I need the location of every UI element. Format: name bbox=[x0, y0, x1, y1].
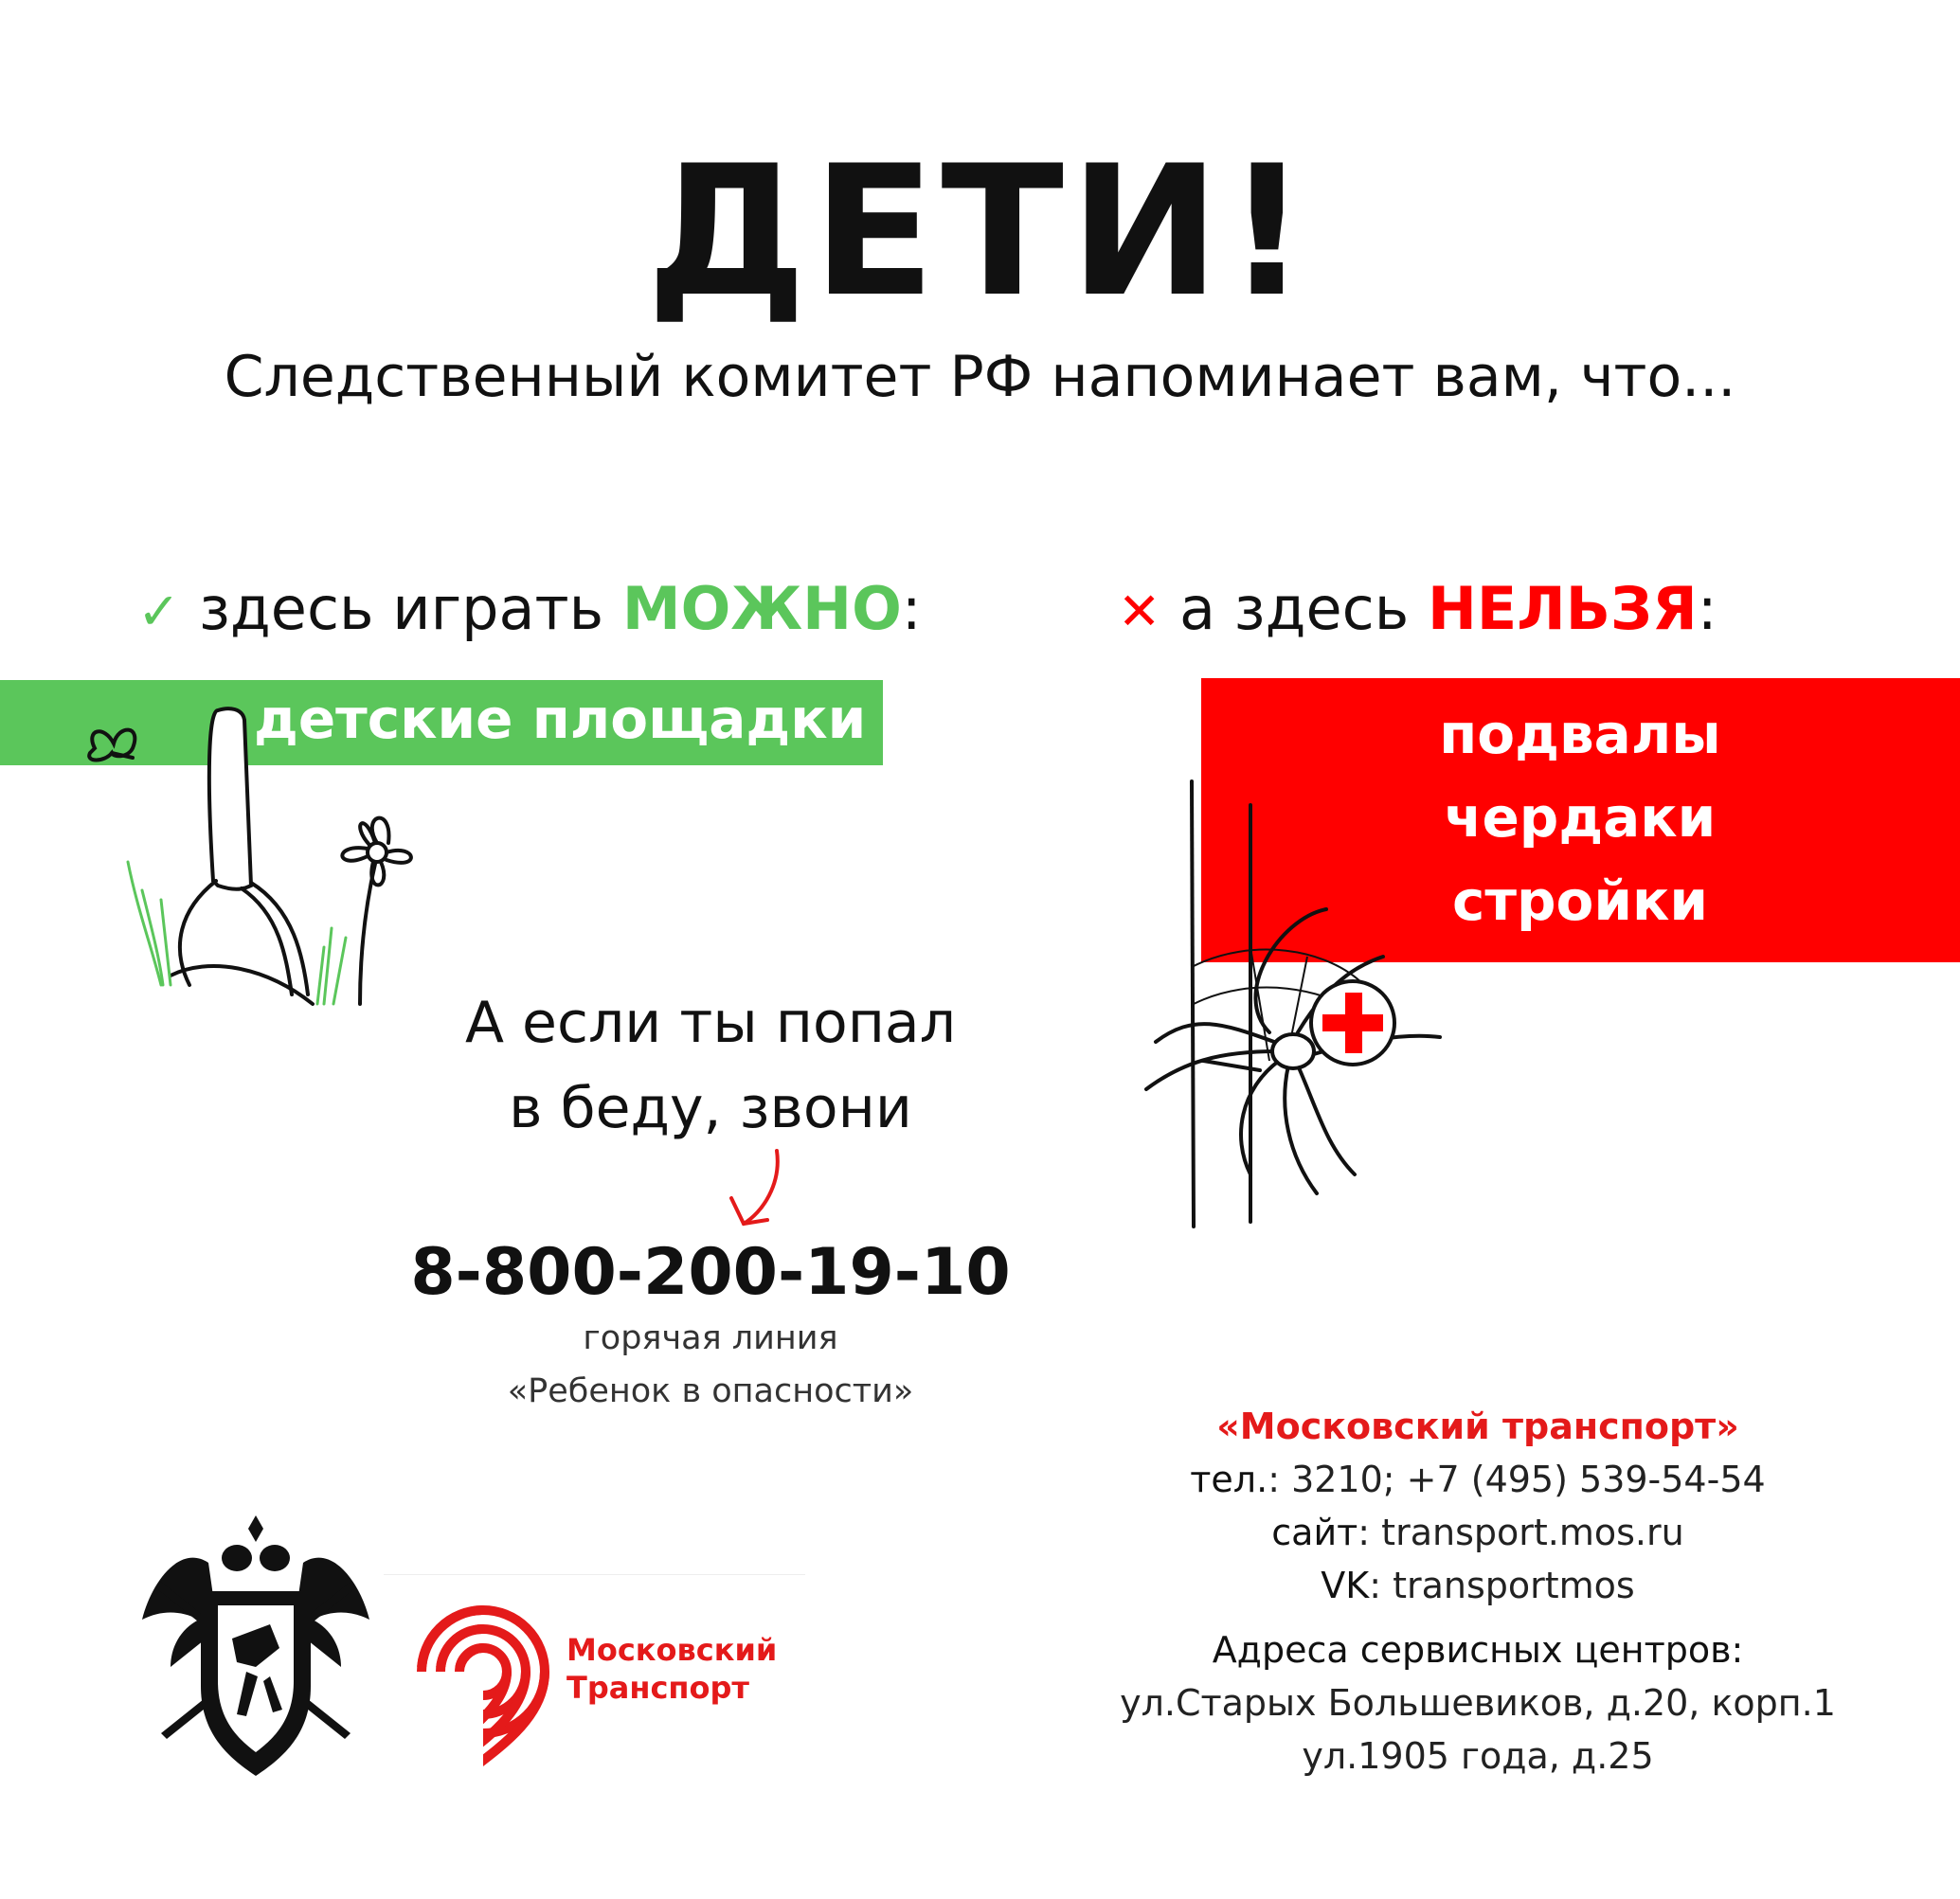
check-icon: ✓ bbox=[137, 582, 181, 641]
hotline-caption-2: «Ребенок в опасности» bbox=[507, 1372, 914, 1410]
contacts-block bbox=[1023, 1400, 1933, 1783]
spider-illustration bbox=[1137, 777, 1459, 1231]
forbidden-place-1: подвалы bbox=[1439, 702, 1721, 766]
contacts-org: «Московский транспорт» bbox=[1216, 1406, 1739, 1447]
contacts-site bbox=[1023, 1506, 1933, 1559]
allowed-suffix: : bbox=[901, 574, 922, 643]
cross-icon: ✕ bbox=[1118, 582, 1161, 641]
mt-logo-line-1: Московский bbox=[566, 1632, 778, 1668]
allowed-keyword: МОЖНО bbox=[621, 574, 902, 643]
forbidden-place-2: чердаки bbox=[1444, 785, 1717, 850]
contacts-tel bbox=[1023, 1453, 1933, 1506]
help-line-1: А если ты попал bbox=[464, 990, 957, 1056]
vk-label: VK bbox=[1321, 1565, 1370, 1606]
address-1: ул.Старых Большевиков, д.20, корп.1 bbox=[1120, 1682, 1836, 1724]
tel-label: тел. bbox=[1190, 1459, 1268, 1500]
help-text bbox=[379, 980, 1042, 1151]
arrow-down-icon bbox=[720, 1146, 796, 1231]
playground-illustration bbox=[76, 701, 455, 1013]
forbidden-prefix: а здесь bbox=[1178, 574, 1428, 643]
hotline-caption bbox=[379, 1312, 1042, 1418]
allowed-heading bbox=[137, 574, 922, 643]
moscow-transport-logo-text bbox=[566, 1631, 777, 1707]
centers-title: Адреса сервисных центров: bbox=[1212, 1629, 1744, 1671]
vk-value[interactable]: : transportmos bbox=[1369, 1565, 1635, 1606]
forbidden-heading bbox=[1118, 574, 1717, 643]
contacts-vk bbox=[1023, 1559, 1933, 1612]
page-title: ДЕТИ! bbox=[646, 127, 1314, 336]
allowed-prefix: здесь играть bbox=[198, 574, 622, 643]
forbidden-keyword: НЕЛЬЗЯ bbox=[1428, 574, 1698, 643]
forbidden-place-3: стройки bbox=[1451, 869, 1708, 933]
allowed-place-label: детские площадки bbox=[254, 687, 867, 751]
forbidden-suffix: : bbox=[1697, 574, 1717, 643]
page-subtitle: Следственный комитет РФ напоминает вам, что... bbox=[224, 344, 1736, 410]
address-2: ул.1905 года, д.25 bbox=[1302, 1735, 1654, 1777]
site-value[interactable]: : transport.mos.ru bbox=[1358, 1512, 1684, 1553]
mt-logo-line-2: Транспорт bbox=[566, 1670, 749, 1706]
moscow-transport-logo-icon bbox=[412, 1601, 554, 1776]
logo-divider bbox=[384, 1574, 805, 1575]
hotline-caption-1: горячая линия bbox=[583, 1319, 838, 1357]
tel-value[interactable]: : 3210; +7 (495) 539-54-54 bbox=[1268, 1459, 1766, 1500]
hotline-phone[interactable]: 8-800-200-19-10 bbox=[410, 1235, 1011, 1310]
investigative-committee-emblem-icon bbox=[142, 1506, 369, 1781]
site-label: сайт bbox=[1271, 1512, 1358, 1553]
help-line-2: в беду, звони bbox=[509, 1075, 912, 1141]
